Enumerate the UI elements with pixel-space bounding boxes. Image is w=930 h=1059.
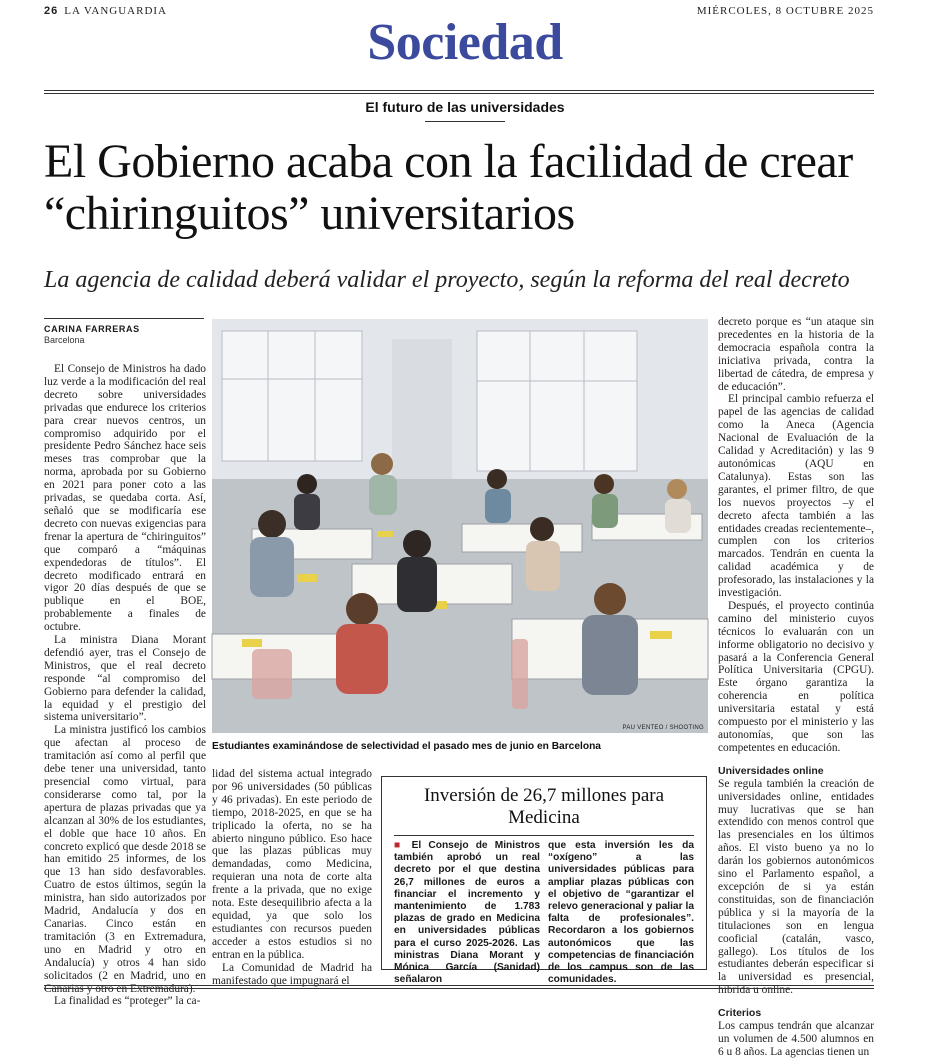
- article-column-4: [718, 316, 874, 1059]
- newspaper-name: LA VANGUARDIA: [64, 5, 167, 17]
- paragraph: La ministra Diana Morant defendió ayer, tras el Consejo de Ministros, que el real decreto responde “al compromiso del Gobierno para defender la calidad, la equidad y el prestigio del sistema universitario”.: [44, 634, 206, 724]
- bottom-rule: [44, 985, 874, 989]
- byline: [44, 324, 204, 345]
- paragraph: Se regula también la creación de universidades online, entidades muy lucrativas que se han extendido con menos control que las presenciales en los últimos años. El visto bueno ya no lo darán los gobiernos autonómicos sino el Parlamento español, a excepción de si ya están constituidas, son de financiación pública y si la mayoría de la titulaciones son en lengua cooficial (catalán, vasco, gallego). Los títulos de los estudiantes deberán especificar si la universidad es presencial, híbrida u online.: [718, 777, 874, 997]
- photo-credit: PAU VENTEO / SHOOTING: [622, 725, 704, 731]
- headline: El Gobierno acaba con la facilidad de crear “chiringuitos” universitarios: [44, 135, 853, 240]
- news-photo: [212, 319, 708, 733]
- paragraph: La finalidad es “proteger” la ca-: [54, 995, 201, 1008]
- paragraph: lidad del sistema actual integrado por 96 universidades (50 públicas y 46 privadas). En este periodo de tiempo, 2018-2025, en que se ha triplicado la oferta, no se ha abierto ninguno público. Eso hace que las plazas públicas muy demandadas, como Medicina, requieran una nota de corte alta frente a la privada, que no exige nota. Este desequilibrio afecta a la equidad, ya que solo los estudiantes con recursos pueden acceder a estos estudios si no entran en la pública.: [212, 768, 372, 961]
- exam-hall-illustration: [212, 319, 708, 733]
- sidebar-box-title: Inversión de 26,7 millones para Medicina: [423, 785, 665, 828]
- paragraph: decreto porque es “un ataque sin precedentes en la historia de la democracia española contra la iniciativa privada, contra la libertad de cátedra, de empresa y de educación”.: [718, 316, 874, 393]
- sidebar-box-text: El Consejo de Ministros también aprobó un real decreto por el que destina 26,7 millones de euros a financiar el incremento y mantenimiento de 1.783 plazas de grado en Medicina en universidades públicas para el curso 2025-2026. Las ministras Diana Morant y Mónica García (Sanidad) señalaron: [394, 840, 540, 986]
- byline-divider: [44, 318, 204, 319]
- sidebar-box-divider: [394, 835, 694, 836]
- sidebar-box-col-right: que esta inversión les da “oxígeno” a las universidades públicas para ampliar plazas públicas con el objetivo de “garantizar el relevo generacional y paliar la falta de profesionales”. Recordaron a los gobiernos autonómicos que las competencias de financiación de los campus son de las comunidades.: [548, 840, 694, 986]
- top-rule: [44, 90, 874, 94]
- article-column-1: [44, 363, 206, 1008]
- kicker: El futuro de las universidades: [365, 99, 565, 115]
- subheadline: La agencia de calidad deberá validar el proyecto, según la reforma del real decreto: [44, 267, 850, 293]
- sidebar-box-columns: [394, 840, 694, 986]
- paragraph: El Consejo de Ministros ha dado luz verde a la modificación del real decreto sobre universidades privadas que endurece los criterios para crear nuevos centros, un compromiso adquirido por el presidente Pedro Sánchez hace seis meses tras comprobar que la norma, aprobada por su Gobierno en 2021 para poner coto a las privadas, se quedaba corta. Así, señaló que se modificaría ese decreto con nuevas exigencias para frenar la apertura de “chiringuitos” que comparó a “máquinas expendedoras de títulos”. El decreto modificado entrará en vigor 20 días después de que se publique en el BOE, probablemente a finales de octubre.: [44, 363, 206, 634]
- photo-caption: Estudiantes examinándose de selectividad el pasado mes de junio en Barcelona: [212, 741, 601, 752]
- subheading-criterios: Criterios: [718, 1007, 762, 1020]
- paragraph: La Comunidad de Madrid ha manifestado que impugnará el: [212, 961, 372, 987]
- issue-date: MIÉRCOLES, 8 OCTUBRE 2025: [696, 5, 874, 17]
- page-number: 26: [44, 5, 59, 17]
- square-bullet-icon: ■: [394, 840, 405, 851]
- section-title: Sociedad: [367, 14, 563, 71]
- paragraph: El principal cambio refuerza el papel de las agencias de calidad como la Aneca (Agencia Nacional de Evaluación de la Calidad y Acreditación) y las 9 autonómicas (AQU en Catalunya). Estas son las garantes, el primer filtro, de que los nuevos proyectos –y el decreto afecta también a las entidades creadas recientemente–, cumplen con los criterios marcados. Tendrán en cuenta la calidad académica y de profesorado, las instalaciones y la investigación.: [718, 393, 874, 600]
- paragraph: Después, el proyecto continúa camino del ministerio cuyos técnicos lo evaluarán con un informe obligatorio no decisivo y pasará a la Conferencia General Política Universitaria (CPGU). Este órgano garantiza la coherencia en política universitaria estatal y está compuesto por el ministerio y las autonomías, que son las competentes en educación.: [718, 599, 874, 754]
- article-column-2: [212, 768, 372, 987]
- subheading-online: Universidades online: [718, 764, 824, 777]
- sidebar-box: [381, 776, 707, 986]
- sidebar-box-col-left: [394, 840, 540, 986]
- author-name: CARINA FARRERAS: [44, 324, 140, 334]
- paragraph: La ministra justificó los cambios que afectan al proceso de tramitación así como al perfil que debe tener una universidad, tanto presencial como virtual, para considerarse como tal, por la apertura de plazas privadas que ya alcanzan al 30% de los estudiantes, el doble que hace 10 años. En concreto explicó que desde 2018 se han emitido 25 informes, de los que 13 han sido desfavorables. Cuatro de estos últimos, según la ministra, han sido autorizados por Madrid, Andalucía y dos en Canarias. Cinco están en tramitación (3 en Extremadura, uno en Madrid y otro en Andalucía) y otros 4 han sido solicitados (2 en Madrid, uno en Canarias y otro en Extremadura).: [44, 724, 206, 995]
- dateline: Barcelona: [44, 335, 85, 345]
- kicker-divider: [425, 121, 505, 122]
- paragraph: Los campus tendrán que alcanzar un volumen de 4.500 alumnos en 6 u 8 años. La agencias tienen un: [718, 1020, 874, 1058]
